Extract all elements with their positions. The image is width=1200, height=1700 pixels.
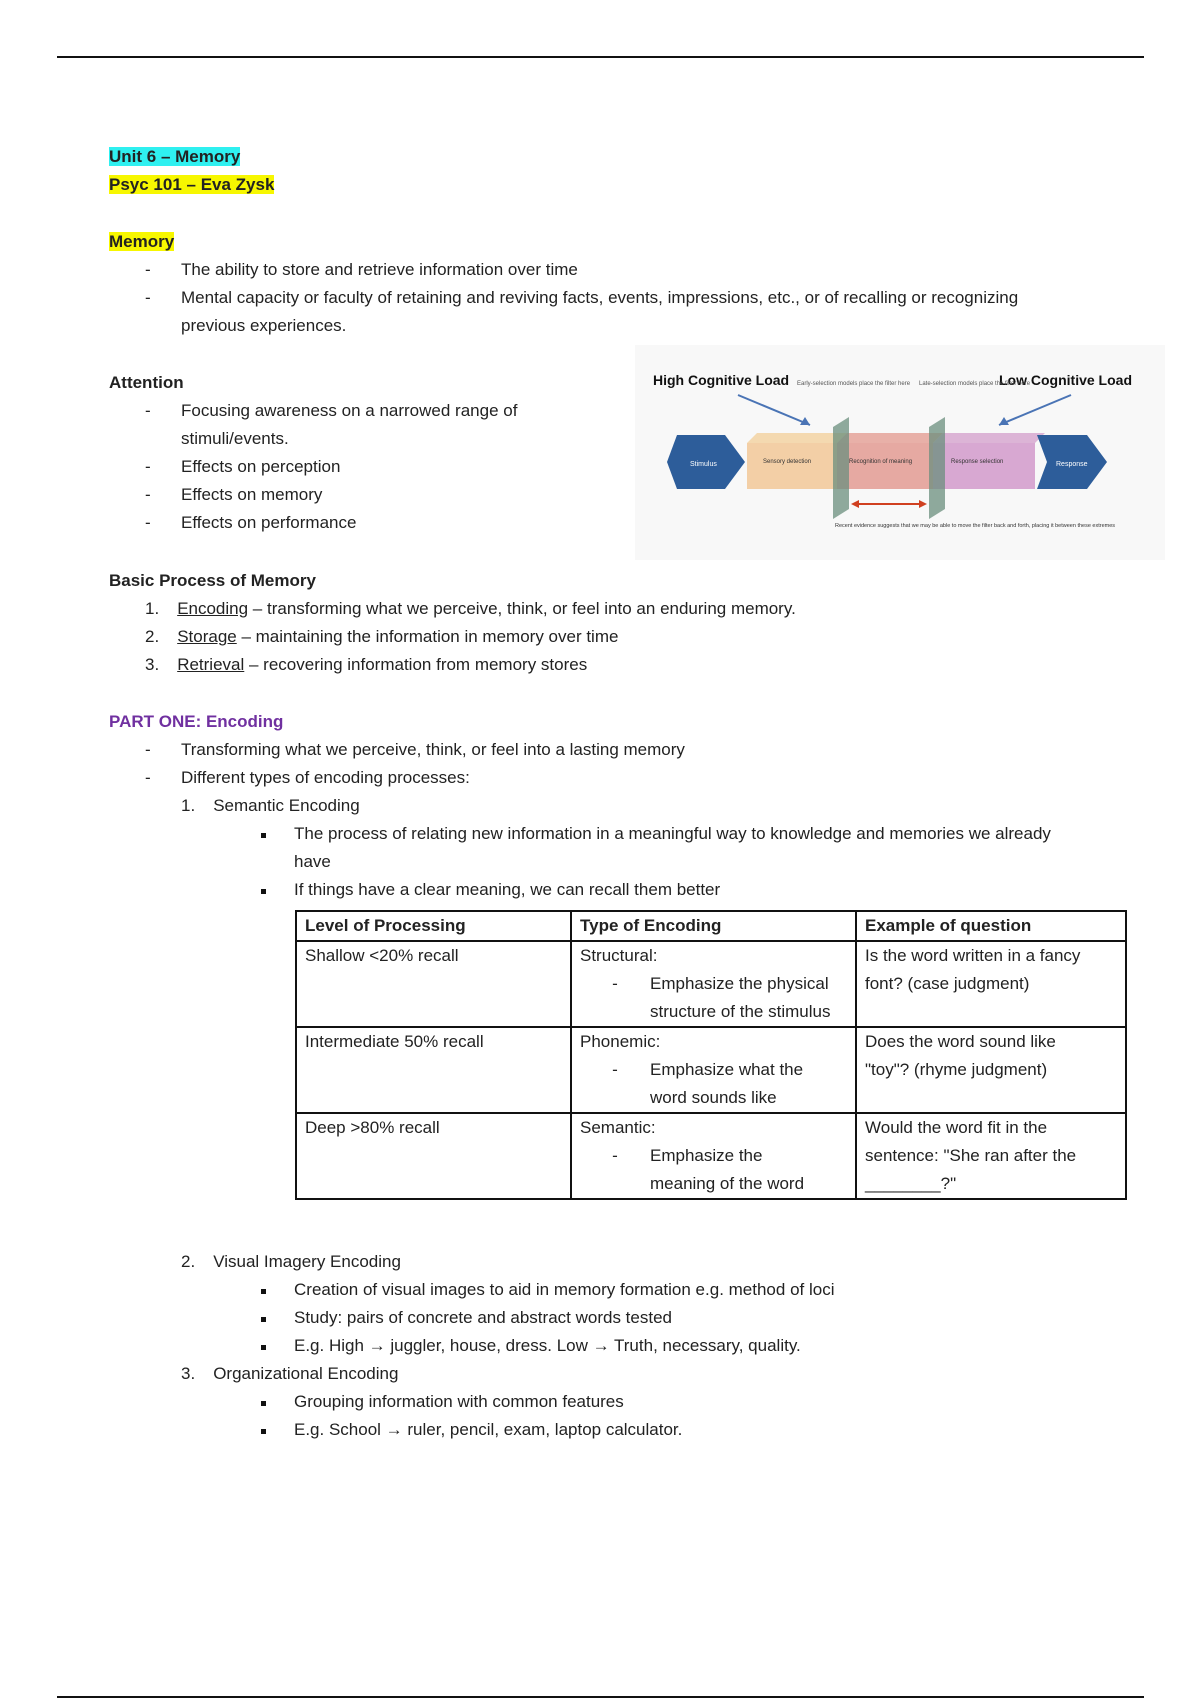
attention-filter-figure: [635, 345, 1165, 560]
table-row: [296, 1113, 1126, 1199]
bullet-square: [261, 1401, 266, 1406]
table-cell-type: Semantic: - Emphasize the meaning of the word: [571, 1113, 856, 1199]
late-note: Late-selection models place the filter here: [919, 381, 1031, 387]
part-one-bullet-2: - Different types of encoding processes:: [145, 768, 470, 787]
memory-bullet-2-cont: previous experiences.: [181, 316, 347, 335]
table-header-row: [296, 911, 1126, 941]
sensory-label: Sensory detection: [763, 459, 812, 465]
organizational-point-1: Grouping information with common features: [294, 1392, 624, 1411]
table-row: [296, 941, 1126, 1027]
attention-heading: Attention: [109, 373, 184, 392]
attention-bullet-1-cont: stimuli/events.: [181, 429, 289, 448]
part-one-bullet-1: - Transforming what we perceive, think, or feel into a lasting memory: [145, 740, 685, 759]
basic-process-heading: Basic Process of Memory: [109, 571, 316, 590]
unit-title: Unit 6 – Memory: [109, 147, 241, 166]
table-header: Level of Processing: [296, 911, 571, 941]
basic-process-item-2: 2. Storage – maintaining the information in memory over time: [145, 627, 619, 646]
basic-process-item-1: 1. Encoding – transforming what we perceive, think, or feel into an enduring memory.: [145, 599, 796, 618]
bullet-square: [261, 1317, 266, 1322]
visual-encoding-title: 2. Visual Imagery Encoding: [181, 1252, 401, 1271]
table-cell-level: Intermediate 50% recall: [296, 1027, 571, 1113]
table-cell-type: Structural: - Emphasize the physical structure of the stimulus: [571, 941, 856, 1027]
recognition-label: Recognition of meaning: [849, 459, 913, 465]
response-selection-block: [933, 443, 1035, 489]
stimulus-label: Stimulus: [690, 461, 717, 468]
bullet-square: [261, 889, 266, 894]
recognition-block: [837, 443, 933, 489]
course-title: Psyc 101 – Eva Zysk: [109, 175, 275, 194]
organizational-encoding-title: 3. Organizational Encoding: [181, 1364, 399, 1383]
memory-heading: Memory: [109, 232, 175, 251]
high-load-label: High Cognitive Load: [653, 372, 790, 388]
semantic-point-1-cont: have: [294, 852, 331, 871]
early-note: Early-selection models place the filter here: [797, 381, 911, 387]
bullet-square: [261, 1429, 266, 1434]
sensory-block: [747, 443, 837, 489]
high-load-arrow: [738, 395, 810, 425]
low-load-label: Low Cognitive Load: [999, 372, 1132, 388]
basic-process-item-3: 3. Retrieval – recovering information from memory stores: [145, 655, 588, 674]
visual-point-3: E.g. High → juggler, house, dress. Low → Truth, necessary, quality.: [294, 1336, 801, 1355]
attention-bullet-2: - Effects on perception: [145, 457, 341, 476]
organizational-point-2: E.g. School → ruler, pencil, exam, laptop calculator.: [294, 1420, 683, 1439]
table-cell-example: Does the word sound like "toy"? (rhyme judgment): [856, 1027, 1126, 1113]
filter-diagram: [635, 345, 1165, 560]
semantic-encoding-title: 1. Semantic Encoding: [181, 796, 360, 815]
bullet-square: [261, 1345, 266, 1350]
response-selection-label: Response selection: [951, 459, 1004, 465]
table-header: Example of question: [856, 911, 1126, 941]
table-cell-example: Would the word fit in the sentence: "She ran after the ________?": [856, 1113, 1126, 1199]
memory-bullet-2: - Mental capacity or faculty of retaining and reviving facts, events, impressions, etc., or of recalling or recognizing: [145, 288, 1019, 307]
memory-bullet-1: - The ability to store and retrieve information over time: [145, 260, 578, 279]
bottom-note: Recent evidence suggests that we may be able to move the filter back and forth, placing it between these extremes: [835, 523, 1116, 529]
response-label: Response: [1056, 461, 1088, 468]
visual-point-1: Creation of visual images to aid in memory formation e.g. method of loci: [294, 1280, 835, 1299]
table-row: [296, 1027, 1126, 1113]
levels-of-processing-table: [295, 910, 1127, 1200]
semantic-point-2: If things have a clear meaning, we can recall them better: [294, 880, 721, 899]
attention-bullet-4: - Effects on performance: [145, 513, 357, 532]
semantic-point-1: The process of relating new information in a meaningful way to knowledge and memories we already: [294, 824, 1051, 843]
bullet-square: [261, 833, 266, 838]
low-load-arrow: [999, 395, 1071, 425]
table-cell-example: Is the word written in a fancy font? (case judgment): [856, 941, 1126, 1027]
late-filter: [929, 417, 945, 519]
attention-bullet-3: - Effects on memory: [145, 485, 323, 504]
top-rule: [57, 56, 1144, 58]
bottom-rule: [57, 1696, 1144, 1698]
early-filter: [833, 417, 849, 519]
bullet-square: [261, 1289, 266, 1294]
attention-bullet-1: - Focusing awareness on a narrowed range of: [145, 401, 518, 420]
part-one-heading: PART ONE: Encoding: [109, 712, 284, 731]
table-cell-level: Deep >80% recall: [296, 1113, 571, 1199]
visual-point-2: Study: pairs of concrete and abstract words tested: [294, 1308, 672, 1327]
table-header: Type of Encoding: [571, 911, 856, 941]
table-cell-type: Phonemic: - Emphasize what the word sounds like: [571, 1027, 856, 1113]
table-cell-level: Shallow <20% recall: [296, 941, 571, 1027]
